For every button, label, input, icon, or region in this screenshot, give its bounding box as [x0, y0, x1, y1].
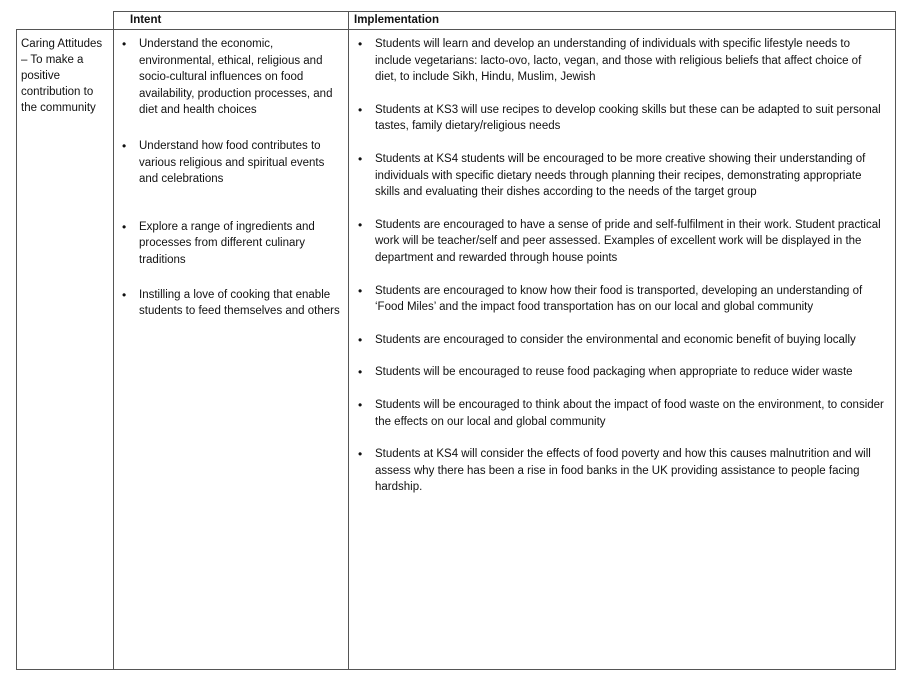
implementation-item-7: • Students will be encouraged to reuse food packaging when appropriate to reduce wider waste: [375, 364, 885, 381]
header-implementation: Implementation: [354, 14, 439, 26]
implementation-item-4: • Students are encouraged to have a sense of pride and self-fulfilment in their work. Student practical work will be teacher/self and peer assessed. Examples of excellent work will be displayed in the department and rewarded through house points: [375, 217, 885, 267]
intent-cell: [114, 30, 349, 670]
header-row: [17, 12, 896, 30]
row-label-subtitle: – To make a positive contribution to the community: [21, 54, 96, 114]
intent-list: [114, 30, 348, 320]
header-intent: Intent: [130, 14, 162, 26]
intent-item-1: • Understand the economic, environmental, ethical, religious and socio-cultural influences on food availability, production processes, and diet and health choices: [139, 36, 340, 119]
intent-item-4: • Instilling a love of cooking that enable students to feed themselves and others: [139, 287, 340, 320]
row-label-title: Caring Attitudes: [21, 38, 103, 50]
row-label-cell: [17, 30, 114, 670]
implementation-item-2: • Students at KS3 will use recipes to develop cooking skills but these can be adapted to suit personal tastes, family dietary/religious needs: [375, 102, 885, 135]
header-intent-cell: [114, 12, 349, 30]
implementation-item-8: • Students will be encouraged to think about the impact of food waste on the environment, to consider the effects on our local and global community: [375, 397, 885, 430]
implementation-cell: [349, 30, 896, 670]
header-implementation-cell: [349, 12, 896, 30]
intent-item-3: • Explore a range of ingredients and processes from different culinary traditions: [139, 219, 340, 269]
intent-item-2: • Understand how food contributes to various religious and spiritual events and celebrations: [139, 138, 340, 188]
content-row: [17, 30, 896, 670]
implementation-list: [349, 30, 895, 496]
implementation-item-5: • Students are encouraged to know how their food is transported, developing an understanding of ‘Food Miles’ and the impact food transportation has on our local and global community: [375, 283, 885, 316]
implementation-item-3: • Students at KS4 students will be encouraged to be more creative showing their understanding of individuals with specific dietary needs through planning their recipes, demonstrating appropriate skills and evaluating their dishes according to the needs of the target group: [375, 151, 885, 201]
curriculum-table: [16, 11, 896, 670]
row-label: [17, 30, 113, 116]
header-blank-cell: [17, 12, 114, 30]
implementation-item-6: • Students are encouraged to consider the environmental and economic benefit of buying locally: [375, 332, 885, 349]
implementation-item-9: • Students at KS4 will consider the effects of food poverty and how this causes malnutrition and will assess why there has been a rise in food banks in the UK providing assistance to people facing hardship.: [375, 446, 885, 496]
implementation-item-1: • Students will learn and develop an understanding of individuals with specific lifestyle needs to include vegetarians: lacto-ovo, lacto, vegan, and those with religious beliefs that affect choice of diet, to include Sikh, Hindu, Muslim, Jewish: [375, 36, 885, 86]
